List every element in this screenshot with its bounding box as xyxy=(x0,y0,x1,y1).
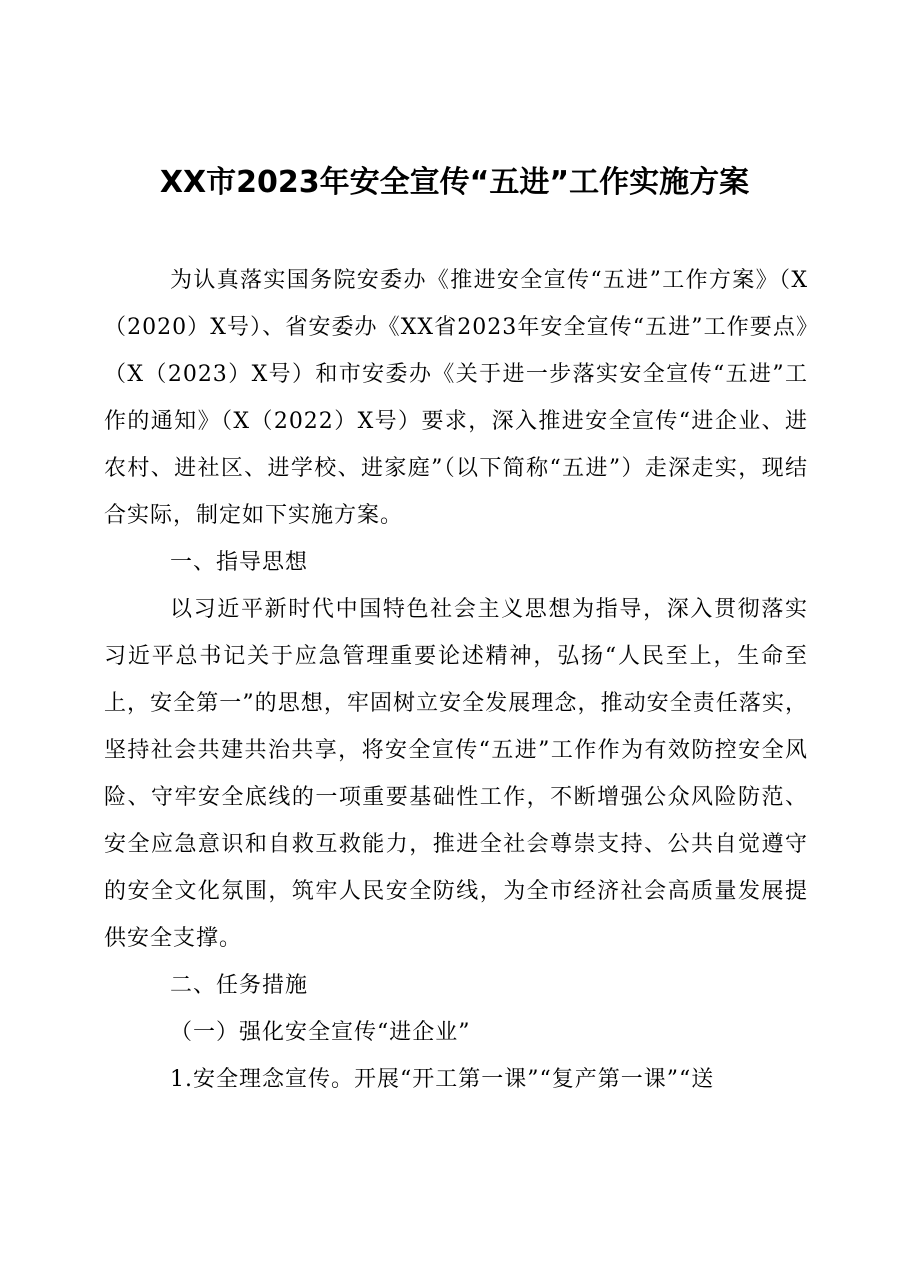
section-heading-guiding-ideology: 一、指导思想 xyxy=(170,550,309,575)
guiding-ideology-paragraph: 以习近平新时代中国特色社会主义思想为指导，深入贯彻落实习近平总书记关于应急管理重要论述精神，弘扬“人民至上，生命至上，安全第一”的思想，牢固树立安全发展理念，推动安全责任落实，坚持社会共建共治共享，将安全宣传“五进”工作作为有效防控安全风险、守牢安全底线的一项重要基础性工作，不断增强公众风险防范、安全应急意识和自救互救能力，推进全社会尊崇支持、公共自觉遵守的安全文化氛围，筑牢人民安全防线，为全市经济社会高质量发展提供安全支撑。 xyxy=(104,597,808,951)
document-title: XX市2023年安全宣传“五进”工作实施方案 xyxy=(159,165,750,200)
document-body xyxy=(104,257,808,1103)
subsection-heading-enterprise: （一）强化安全宣传“进企业” xyxy=(170,1020,471,1045)
intro-paragraph: 为认真落实国务院安委办《推进安全宣传“五进”工作方案》（X（2020）X号）、省安委办《XX省2023年安全宣传“五进”工作要点》（X（2023）X号）和市安委办《关于进一步落实安全宣传“五进”工作的通知》（X（2022）X号）要求，深入推进安全宣传“进企业、进农村、进社区、进学校、进家庭”（以下简称“五进”）走深走实，现结合实际，制定如下实施方案。 xyxy=(104,268,808,528)
section-heading-task-measures: 二、任务措施 xyxy=(170,973,309,998)
item-safety-concept-paragraph: 1.安全理念宣传。开展“开工第一课”“复产第一课”“送 xyxy=(170,1067,715,1092)
